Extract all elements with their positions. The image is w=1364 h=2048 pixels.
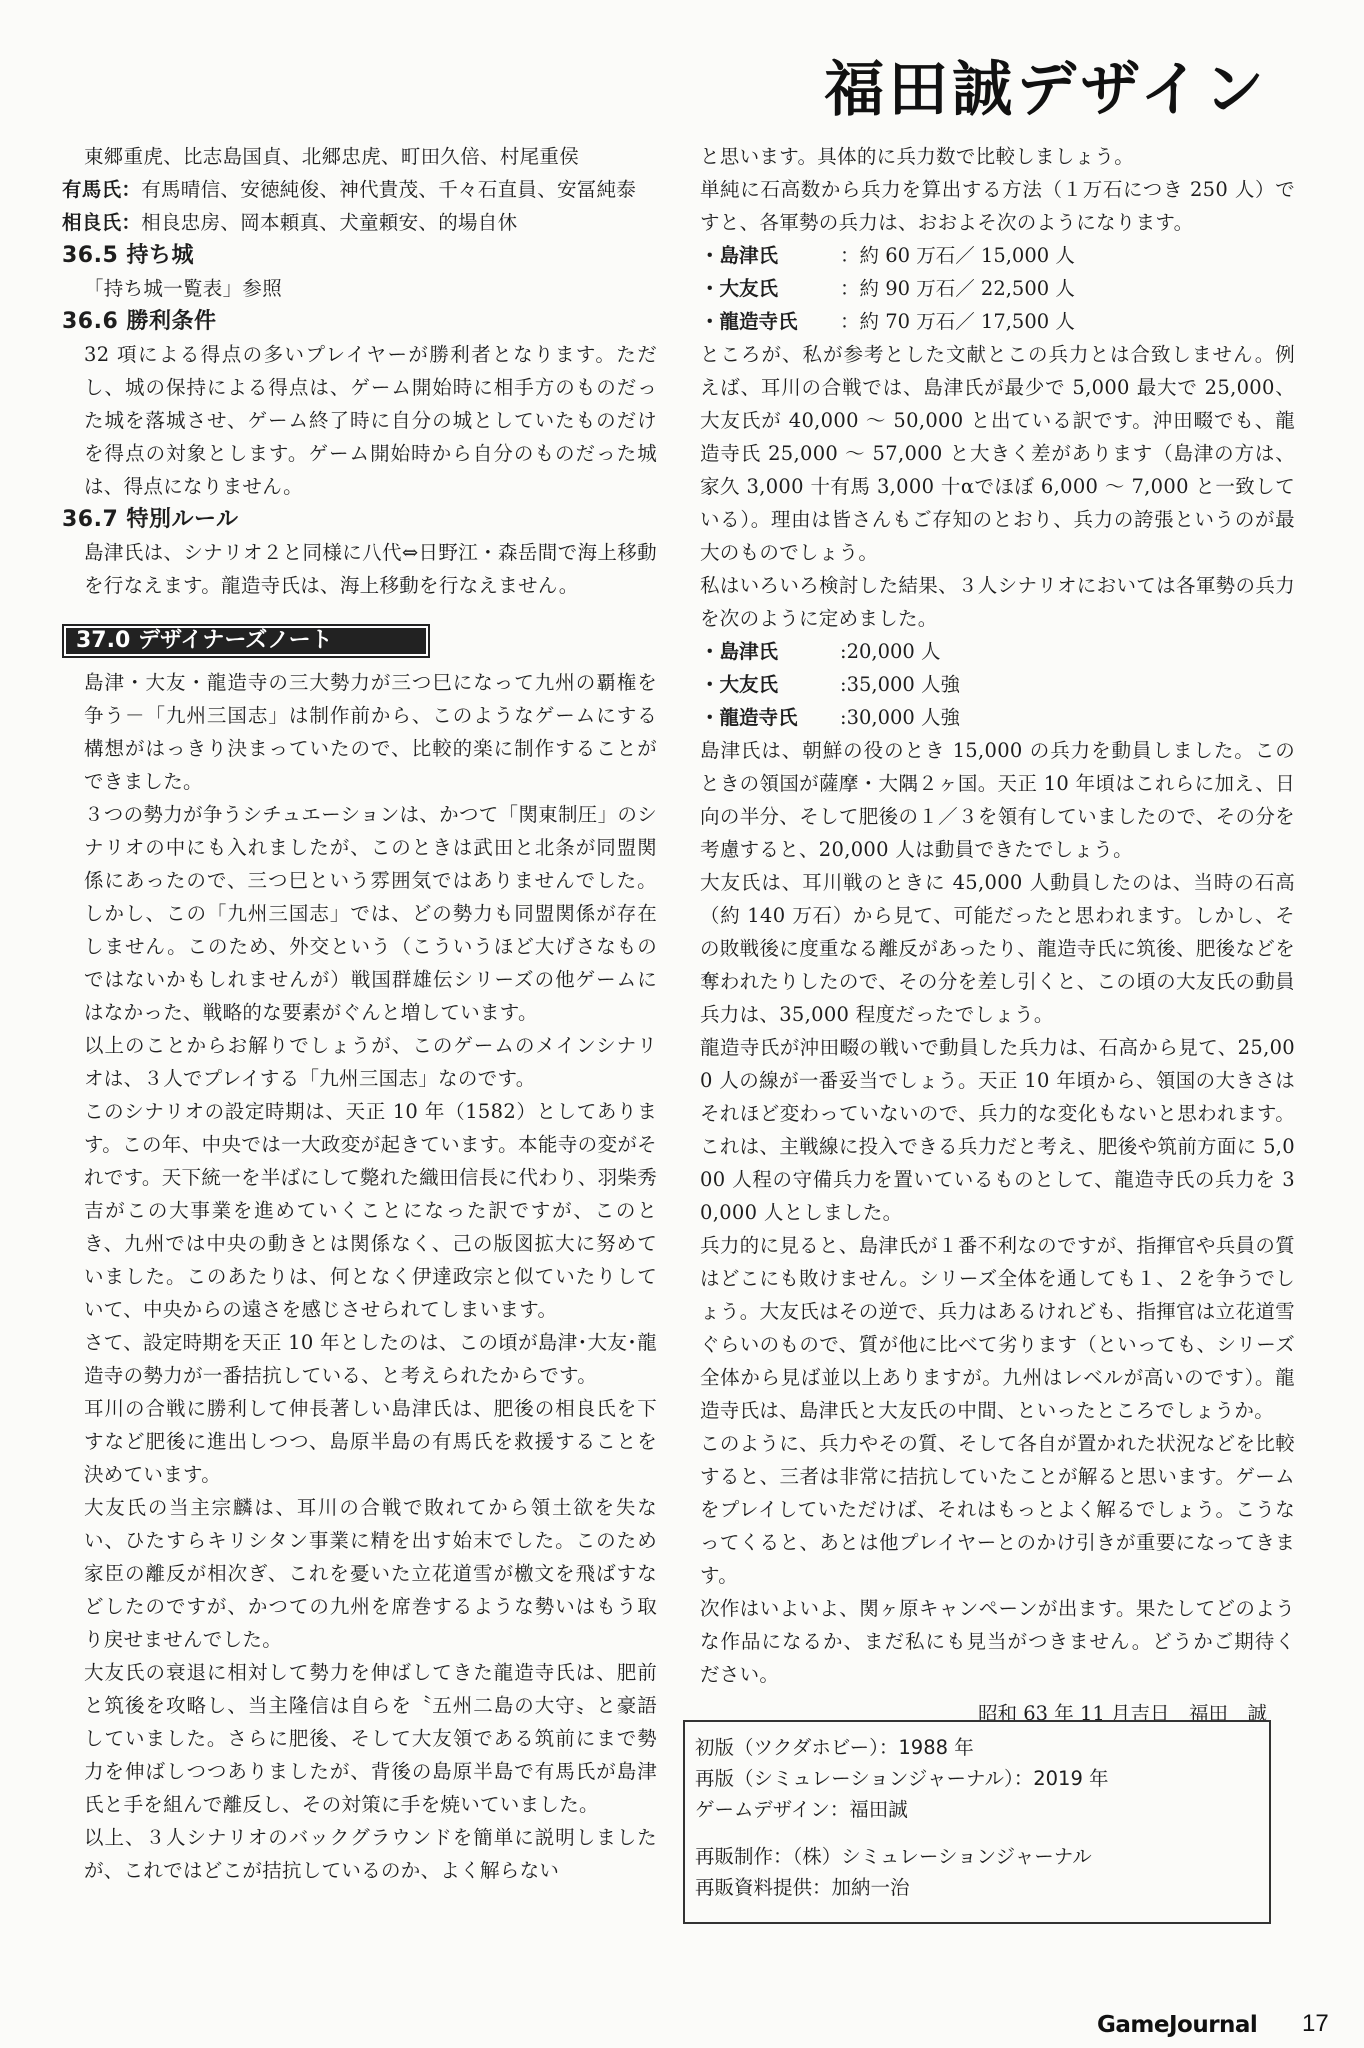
- paragraph: 島津氏は、朝鮮の役のとき 15,000 の兵力を動員しました。このときの領国が薩摩・大隅２ヶ国。天正 10 年頃はこれらに加え、日向の半分、そして肥後の１／３を領有していましたので、その分を考慮すると、20,000 人は動員できたでしょう。: [700, 739, 1295, 861]
- credit-first-edition: 初版（ツクダホビー）：1988 年: [695, 1736, 974, 1759]
- paragraph: このシナリオの設定時期は、天正 10 年（1582）としてあります。この年、中央では一大政変が起きています。本能寺の変がそれです。天下統一を半ばにして斃れた織田信長に代わり、羽柴秀吉がこの大事業を進めていくことになった訳ですが、このとき、九州では中央の動きとは関係なく、己の版図拡大に努めていました。このあたりは、何となく伊達政宗と似ていたりしていて、中央からの遠さを感じさせられてしまいます。: [84, 1100, 657, 1321]
- paragraph: と思います。具体的に兵力数で比較しましょう。: [700, 145, 1135, 168]
- heading-36-7: 36.7 特別ルール: [62, 507, 239, 532]
- paragraph: 大友氏は、耳川戦のときに 45,000 人動員したのは、当時の石高（約 140 万石）から見て、可能だったと思われます。しかし、その敗戦後に度重なる離反があったり、龍造寺氏に筑後、肥後などを奪われたりしたので、その分を差し引くと、この頃の大友氏の動員兵力は、35,000 程度だったでしょう。: [700, 871, 1295, 1026]
- credits-box: [683, 1720, 1271, 1924]
- shimazu-names-continued: 東郷重虎、比志島国貞、北郷忠虎、町田久倍、村尾重侯: [84, 145, 580, 168]
- paragraph: 以上のことからお解りでしょうが、このゲームのメインシナリオは、３人でプレイする「九州三国志」なのです。: [84, 1034, 657, 1090]
- paragraph: 次作はいよいよ、関ヶ原キャンペーンが出ます。果たしてどのような作品になるか、まだ私にも見当がつきません。どうかご期待ください。: [700, 1597, 1295, 1686]
- arima-clan-line: [62, 173, 657, 206]
- heading-36-5: 36.5 持ち城: [62, 243, 194, 268]
- page-title: 福田誠デザイン: [824, 55, 1268, 125]
- paragraph: 耳川の合戦に勝利して伸長著しい島津氏は、肥後の相良氏を下すなど肥後に進出しつつ、島原半島の有馬氏を救援することを決めています。: [84, 1397, 657, 1486]
- paragraph: ところが、私が参考とした文献とこの兵力とは合致しません。例えば、耳川の合戦では、島津氏が最少で 5,000 最大で 25,000、大友氏が 40,000 ～ 50,000 と出ている訳です。沖田畷でも、龍造寺氏 25,000 ～ 57,000 と大きく差があります（島津の方は、家久 3,000 十有馬 3,000 十αでほぼ 6,000 ～ 7,000 と一致している）。理由は皆さんもご存知のとおり、兵力の誇張というのが最大のものでしょう。: [700, 343, 1295, 564]
- sagara-names: 相良忠房、岡本頼真、犬童頼安、的場自休: [141, 211, 518, 234]
- sagara-label: 相良氏：: [62, 211, 142, 234]
- credit-reprint: 再版（シミュレーションジャーナル）：2019 年: [695, 1767, 1109, 1790]
- game-journal-logo: GameJournal: [1097, 2012, 1258, 2038]
- paragraph: 大友氏の衰退に相対して勢力を伸ばしてきた龍造寺氏は、肥前と筑後を攻略し、当主隆信は自らを〝五州二島の大守〟と豪語していました。さらに肥後、そして大友領である筑前にまで勢力を伸ばしつつありましたが、背後の島原半島で有馬氏が島津氏と手を組んで離反し、その対策に手を焼いていました。: [84, 1661, 657, 1816]
- text-36-6: 32 項による得点の多いプレイヤーが勝利者となります。ただし、城の保持による得点は、ゲーム開始時に相手方のものだった城を落城させ、ゲーム終了時に自分の城としていたものだけを得点の対象とします。ゲーム開始時から自分のものだった城は、得点になりません。: [84, 343, 657, 498]
- force-row-ryuzoji: ・龍造寺氏 ：約 70 万石／ 17,500 人: [700, 310, 1075, 333]
- credits-spacer: [695, 1825, 1259, 1841]
- final-force-row-ryuzoji: ・龍造寺氏 :30,000 人強: [700, 706, 960, 729]
- page-number: 17: [1302, 2010, 1329, 2037]
- signature: 昭和 63 年 11 月吉日 福田 誠: [978, 1702, 1267, 1725]
- paragraph: 兵力的に見ると、島津氏が１番不利なのですが、指揮官や兵員の質はどこにも敗けません。シリーズ全体を通しても１、２を争うでしょう。大友氏はその逆で、兵力はあるけれども、指揮官は立花道雪ぐらいのもので、質が他に比べて劣ります（といっても、シリーズ全体から見ば並以上ありますが。九州はレベルが高いのです）。龍造寺氏は、島津氏と大友氏の中間、といったところでしょうか。: [700, 1234, 1296, 1422]
- right-column: [700, 140, 1295, 1730]
- heading-36-6: 36.6 勝利条件: [62, 309, 217, 334]
- left-column: [62, 140, 657, 1887]
- paragraph: 私はいろいろ検討した結果、３人シナリオにおいては各軍勢の兵力を次のように定めました。: [700, 574, 1295, 630]
- final-force-row-otomo: ・大友氏 :35,000 人強: [700, 673, 960, 696]
- force-row-otomo: ・大友氏 ：約 90 万石／ 22,500 人: [700, 277, 1075, 300]
- section-banner-designers-notes: 37.0 デザイナーズノート: [62, 624, 430, 658]
- force-row-shimazu: ・島津氏 ：約 60 万石／ 15,000 人: [700, 244, 1075, 267]
- final-force-row-shimazu: ・島津氏 :20,000 人: [700, 640, 941, 663]
- credit-reprint-production: 再販制作：（株）シミュレーションジャーナル: [695, 1845, 1092, 1868]
- text-36-5: 「持ち城一覧表」参照: [84, 277, 283, 300]
- paragraph: 単純に石高数から兵力を算出する方法（１万石につき 250 人）ですと、各軍勢の兵力は、おおよそ次のようになります。: [700, 178, 1295, 234]
- paragraph: さて、設定時期を天正 10 年としたのは、この頃が島津･大友･龍造寺の勢力が一番拮抗している、と考えられたからです。: [84, 1331, 657, 1387]
- credit-game-design: ゲームデザイン：福田誠: [695, 1798, 908, 1821]
- arima-names: 有馬晴信、安徳純俊、神代貴茂、千々石直員、安冨純泰: [141, 178, 637, 201]
- paragraph: 以上、３人シナリオのバックグラウンドを簡単に説明しましたが、これではどこが拮抗しているのか、よく解らない: [84, 1826, 657, 1882]
- text-36-7: 島津氏は、シナリオ２と同様に八代⇔日野江・森岳間で海上移動を行なえます。龍造寺氏は、海上移動を行なえません。: [84, 541, 657, 597]
- sagara-clan-line: [62, 206, 657, 239]
- paragraph: 島津・大友・龍造寺の三大勢力が三つ巳になって九州の覇権を争う－「九州三国志」は制作前から、このようなゲームにする構想がはっきり決まっていたので、比較的楽に制作することができました。: [84, 671, 657, 793]
- paragraph: 大友氏の当主宗麟は、耳川の合戦で敗れてから領土欲を失ない、ひたすらキリシタン事業に精を出す始末でした。このため家臣の離反が相次ぎ、これを憂いた立花道雪が檄文を飛ばすなどしたのですが、かつての九州を席巻するような勢いはもう取り戻せませんでした。: [84, 1496, 657, 1651]
- paragraph: ３つの勢力が争うシチュエーションは、かつて「関東制圧」のシナリオの中にも入れましたが、このときは武田と北条が同盟関係にあったので、三つ巳という雰囲気ではありませんでした。しかし、この「九州三国志」では、どの勢力も同盟関係が存在しません。このため、外交という（こういうほど大げさなものではないかもしれませんが）戦国群雄伝シリーズの他ゲームにはなかった、戦略的な要素がぐんと増しています。: [84, 803, 657, 1024]
- arima-label: 有馬氏：: [62, 178, 142, 201]
- credit-reprint-materials: 再販資料提供：加納一治: [695, 1876, 910, 1899]
- paragraph: このように、兵力やその質、そして各自が置かれた状況などを比較すると、三者は非常に拮抗していたことが解ると思います。ゲームをプレイしていただけば、それはもっとよく解るでしょう。こうなってくると、あとは他プレイヤーとのかけ引きが重要になってきます。: [700, 1432, 1295, 1587]
- paragraph: 龍造寺氏が沖田畷の戦いで動員した兵力は、石高から見て、25,000 人の線が一番妥当でしょう。天正 10 年頃から、領国の大きさはそれほど変わっていないので、兵力的な変化もないと思われます。これは、主戦線に投入できる兵力だと考え、肥後や筑前方面に 5,000 人程の守備兵力を置いているものとして、龍造寺氏の兵力を 30,000 人としました。: [700, 1036, 1295, 1224]
